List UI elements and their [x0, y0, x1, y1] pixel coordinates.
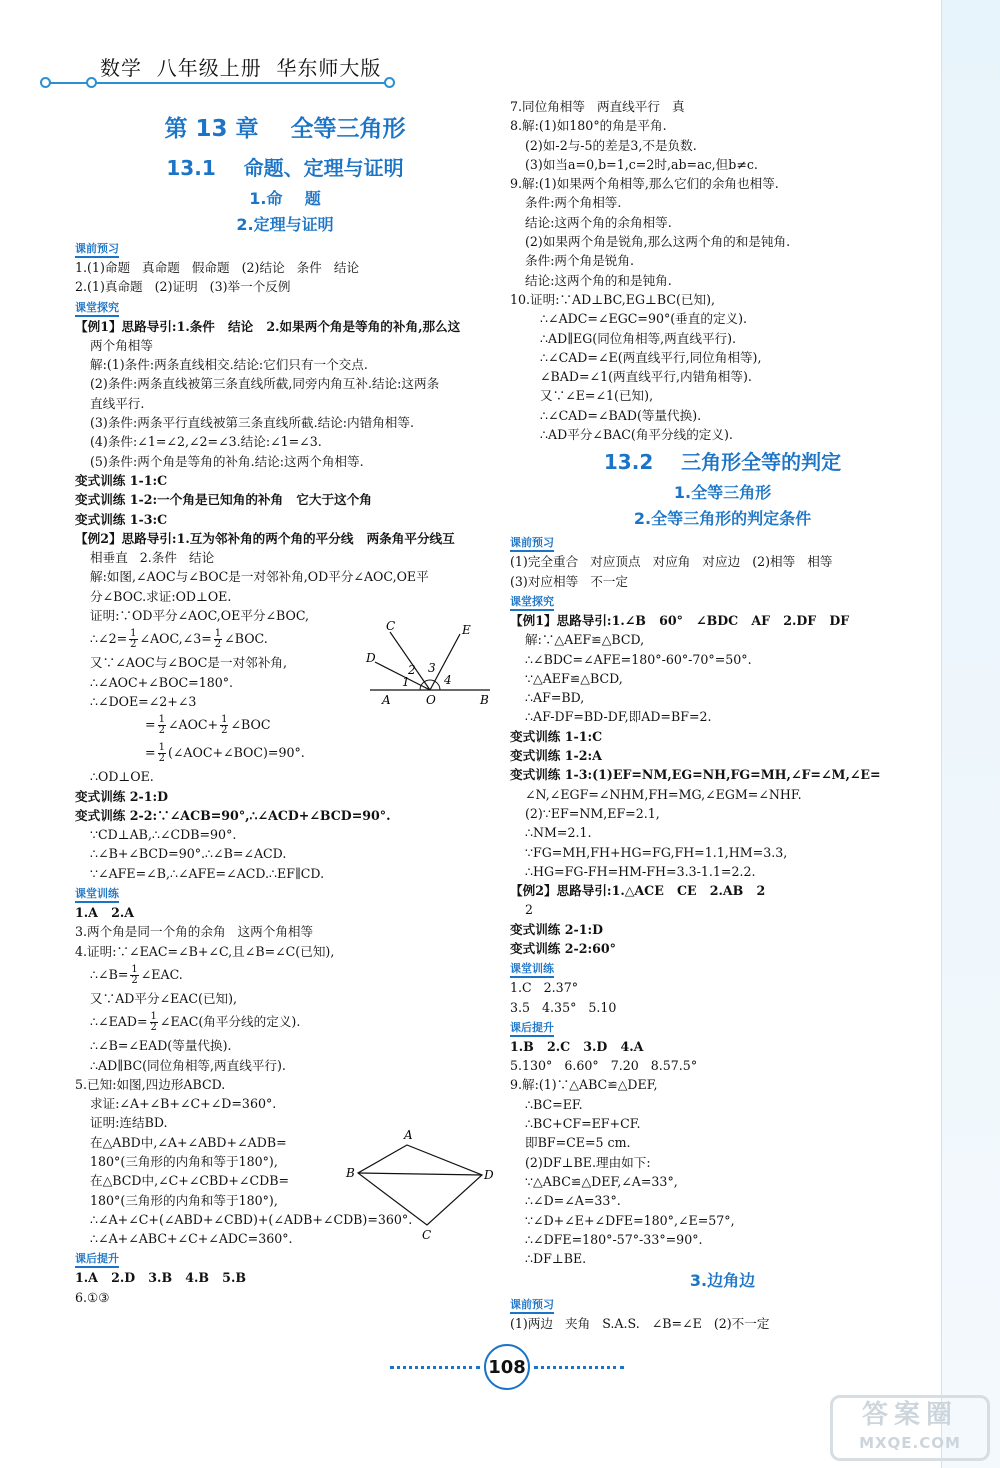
variant-line: [75, 806, 495, 825]
answer-line: 在△BCD中,∠C+∠CBD+∠CDB=: [90, 1173, 290, 1189]
variant-line: 变式训练 2-1:D: [510, 921, 604, 937]
angle-4: 4: [444, 673, 452, 687]
answer-line: [75, 961, 495, 989]
label-B: B: [346, 1166, 355, 1180]
answer-line: (2)∵EF=NM,EF=2.1,: [525, 805, 660, 821]
variant-line: 变式训练 1-3:C: [75, 511, 168, 527]
label-C: C: [422, 1228, 432, 1242]
text-part: ∴∠EAD=: [90, 1014, 148, 1030]
answer-line: (4)条件:∠1=∠2,∠2=∠3.结论:∠1=∠3.: [90, 434, 322, 450]
section-tag: 课前预习: [510, 536, 554, 552]
subsection-title: 1.全等三角形: [673, 483, 772, 503]
answer-line: (3)对应相等 不一定: [510, 573, 629, 589]
header-rule: [50, 82, 390, 84]
answer-line: ∵△AEF≌△BCD,: [525, 670, 623, 686]
answer-line: ∵∠D+∠E+∠DFE=180°,∠E=57°,: [525, 1212, 735, 1228]
text-part: ∠EAC.: [140, 966, 183, 982]
text-part: ∠AOC,∠3=: [139, 631, 212, 647]
answer-line: 1.(1)命题 真命题 假命题 (2)结论 条件 结论: [75, 260, 360, 275]
answer-line: 相垂直 2.条件 结论: [90, 550, 215, 566]
text-part: 变式训练 2-2:∵∠ACB=90°,∴∠ACD+∠BCD=90°.: [75, 807, 391, 823]
answer-line: 结论:这两个角的和是钝角.: [525, 272, 672, 288]
answer-line: (2)条件:两条直线被第三条直线所截,同旁内角互补.结论:这两条: [90, 376, 440, 392]
text-part: ∠BOC: [230, 717, 271, 733]
text-part: ∴∠2=: [90, 631, 128, 647]
subsection-title: 2.全等三角形的判定条件: [633, 509, 812, 529]
answer-line: 解:如图,∠AOC与∠BOC是一对邻补角,OD平分∠AOC,OE平: [90, 569, 429, 585]
answer-line: ∴∠AOC+∠BOC=180°.: [90, 674, 234, 690]
answer-line: 3.两个角是同一个角的余角 这两个角相等: [75, 924, 314, 940]
label-A: A: [382, 693, 391, 707]
answer-line: 9.解:(1)∵△ABC≌△DEF,: [510, 1077, 658, 1093]
answer-line: (3)条件:两条平行直线被第三条直线所截.结论:内错角相等.: [90, 415, 414, 431]
answer-line: [75, 739, 495, 767]
answer-line: 求证:∠A+∠B+∠C+∠D=360°.: [90, 1096, 277, 1112]
answer-line: 180°(三角形的内角和等于180°),: [90, 1192, 278, 1208]
variant-line: 变式训练 1-2:A: [510, 748, 602, 764]
example-heading: 【例1】思路导引:1.∠B 60° ∠BDC AF 2.DF DF: [510, 612, 850, 628]
book-title: 数学 八年级上册 华东师大版: [100, 56, 382, 80]
watermark-logo: [830, 1395, 990, 1461]
example-heading: 【例1】思路导引:1.条件 结论 2.如果两个角是等角的补角,那么这: [75, 318, 461, 334]
label-A: A: [404, 1128, 413, 1142]
example-heading: 【例2】思路导引:1.互为邻补角的两个角的平分线 两条角平分线互: [75, 530, 455, 546]
answer-line: ∴AD平分∠BAC(角平分线的定义).: [540, 427, 733, 443]
text-part: ∠AOC+: [167, 717, 219, 733]
answer-line: ∴AD∥BC(同位角相等,两直线平行).: [90, 1057, 286, 1073]
answer-line: 2.(1)真命题 (2)证明 (3)举一个反例: [75, 279, 291, 295]
answer-line: ∴BC+CF=EF+CF.: [525, 1116, 641, 1132]
section-tag: 课堂训练: [510, 962, 554, 978]
header-dot-right: [384, 77, 395, 88]
answer-line: ∴∠DOE=∠2+∠3: [90, 693, 197, 709]
subsection-title: 2.定理与证明: [236, 215, 334, 234]
answer-line: (2)如果两个角是锐角,那么这两个角的和是钝角.: [525, 234, 791, 250]
answer-line: ∵FG=MH,FH+HG=FG,FH=1.1,HM=3.3,: [525, 844, 788, 860]
text-part: ∠EAC(角平分线的定义).: [159, 1014, 301, 1030]
answer-line: ∴∠DFE=180°-57°-33°=90°.: [525, 1231, 703, 1247]
page-side-strip: [941, 0, 1000, 1468]
answer-line: 即BF=CE=5 cm.: [525, 1135, 631, 1151]
answer-line: (2)如-2与-5的差是3,不是负数.: [525, 137, 697, 153]
answer-line: 证明:∵OD平分∠AOC,OE平分∠BOC,: [90, 608, 310, 624]
angle-2: 2: [408, 663, 416, 677]
answer-line: 3.5 4.35° 5.10: [510, 999, 617, 1015]
variant-line: 变式训练 1-1:C: [75, 472, 168, 488]
page-number-dots-right: [534, 1366, 624, 1369]
answer-line: (3)如当a=0,b=1,c=2时,ab=ac,但b≠c.: [525, 156, 758, 172]
answer-line: 解:∵△AEF≌△BCD,: [525, 632, 645, 648]
answer-line: ∴DF⊥BE.: [525, 1251, 587, 1267]
answer-line: 1.B 2.C 3.D 4.A: [510, 1038, 644, 1054]
answer-line: ∠BAD=∠1(两直线平行,内错角相等).: [540, 369, 752, 385]
quadrilateral-figure: [340, 1125, 500, 1245]
subsection-title: 1.命 题: [249, 189, 321, 208]
answer-line: 8.解:(1)如180°的角是平角.: [510, 118, 667, 134]
answer-line: ∴∠BDC=∠AFE=180°-60°-70°=50°.: [525, 651, 752, 667]
label-C: C: [386, 620, 396, 633]
answer-line: 分∠BOC.求证:OD⊥OE.: [90, 588, 232, 604]
label-D: D: [366, 651, 376, 665]
answer-line: (1)完全重合 对应顶点 对应角 对应边 (2)相等 相等: [510, 554, 833, 570]
answer-line: ∴∠ADC=∠EGC=90°(垂直的定义).: [540, 311, 748, 327]
fraction: $\frac{1}{2}$: [150, 1011, 157, 1034]
text-part: =: [145, 717, 156, 733]
answer-line: ∴∠A+∠C+(∠ABD+∠CBD)+(∠ADB+∠CDB)=360°.: [90, 1211, 413, 1227]
label-E: E: [462, 623, 471, 637]
answer-line: ∴∠D=∠A=33°.: [525, 1193, 621, 1209]
label-D: D: [484, 1168, 494, 1182]
fraction: $\frac{1}{2}$: [221, 714, 228, 737]
answer-line: ∴∠CAD=∠BAD(等量代换).: [540, 407, 702, 423]
fraction: $\frac{1}{2}$: [131, 963, 138, 986]
answer-line: ∵∠AFE=∠B,∴∠AFE=∠ACD.∴EF∥CD.: [90, 865, 325, 881]
page-number: 108: [484, 1344, 530, 1390]
answer-line: (5)条件:两个角是等角的补角.结论:这两个角相等.: [90, 453, 364, 469]
section-tag: 课堂探究: [75, 301, 119, 317]
header-dot-left: [40, 77, 51, 88]
answer-line: 1.A 2.D 3.B 4.B 5.B: [75, 1270, 246, 1286]
answer-line: 条件:两个角相等.: [525, 195, 622, 211]
answer-line: 证明:连结BD.: [90, 1115, 168, 1131]
answer-line: 在△ABD中,∠A+∠ABD+∠ADB=: [90, 1134, 287, 1150]
answer-line: 10.证明:∵AD⊥BC,EG⊥BC(已知),: [510, 291, 716, 307]
fraction: $\frac{1}{2}$: [158, 742, 165, 765]
answer-line: ∴OD⊥OE.: [90, 769, 154, 785]
answer-line: ∴∠B=∠EAD(等量代换).: [90, 1038, 232, 1054]
answer-line: 解:(1)条件:两条直线相交.结论:它们只有一个交点.: [90, 357, 368, 373]
answer-line: ∴AD∥EG(同位角相等,两直线平行).: [540, 330, 737, 346]
answer-line: 5.130° 6.60° 7.20 8.57.5°: [510, 1058, 698, 1074]
answer-line: [75, 1008, 495, 1036]
fraction: $\frac{1}{2}$: [130, 628, 137, 651]
section-tag: 课前预习: [75, 242, 119, 258]
answer-line: [75, 711, 495, 739]
section-tag: 课后提升: [510, 1021, 554, 1037]
section-title: 13.1 命题、定理与证明: [166, 156, 404, 180]
answer-line: ∴∠B+∠BCD=90°.∴∠B=∠ACD.: [90, 846, 287, 862]
variant-line: 变式训练 1-2:一个角是已知角的补角 它大于这个角: [75, 492, 372, 508]
answer-line: (2)DF⊥BE.理由如下:: [525, 1154, 651, 1170]
answer-line: 5.已知:如图,四边形ABCD.: [75, 1076, 226, 1092]
answer-line: 又∵∠AOC与∠BOC是一对邻补角,: [90, 655, 287, 671]
section-tag: 课后提升: [75, 1252, 119, 1268]
section-tag: 课堂探究: [510, 595, 554, 611]
text-part: ∠BOC.: [224, 631, 268, 647]
watermark-url: MXQE.COM: [859, 1434, 961, 1452]
answer-line: ∠N,∠EGF=∠NHM,FH=MG,∠EGM=∠NHF.: [525, 786, 802, 802]
answer-line: 又∵∠E=∠1(已知),: [540, 388, 654, 404]
answer-line: ∴∠CAD=∠E(两直线平行,同位角相等),: [540, 349, 762, 365]
text-part: =: [145, 745, 156, 761]
answer-line: ∴NM=2.1.: [525, 825, 592, 841]
answer-line: ∴BC=EF.: [525, 1096, 583, 1112]
answer-line: 2: [525, 902, 534, 918]
answer-line: ∴∠A+∠ABC+∠C+∠ADC=360°.: [90, 1231, 293, 1247]
answer-line: ∴HG=FG-FH=HM-FH=3.3-1.1=2.2.: [525, 863, 756, 879]
section-tag: 课前预习: [510, 1298, 554, 1314]
label-O: O: [426, 693, 436, 707]
watermark-text: 答案圈: [861, 1400, 958, 1430]
answer-line: 7.同位角相等 两直线平行 真: [510, 99, 685, 114]
variant-line: 变式训练 1-3:(1)EF=NM,EG=NH,FG=MH,∠F=∠M,∠E=: [510, 767, 881, 783]
answer-line: 4.证明:∵∠EAC=∠B+∠C,且∠B=∠C(已知),: [75, 943, 335, 959]
answer-line: 两个角相等: [90, 337, 153, 353]
right-column: [510, 97, 935, 1334]
answer-line: 1.A 2.A: [75, 905, 134, 921]
section-title: 13.2 三角形全等的判定: [603, 450, 842, 475]
answer-line: ∵CD⊥AB,∴∠CDB=90°.: [90, 827, 237, 843]
answer-line: 又∵AD平分∠EAC(已知),: [90, 990, 238, 1006]
example-heading: 【例2】思路导引:1.△ACE CE 2.AB 2: [510, 883, 766, 899]
answer-line: 直线平行.: [90, 395, 145, 411]
variant-line: 变式训练 1-1:C: [510, 728, 603, 744]
section-tag: 课堂训练: [75, 887, 119, 903]
angle-3: 3: [428, 661, 436, 675]
fraction: $\frac{1}{2}$: [158, 714, 165, 737]
answer-line: 6.①③: [75, 1289, 110, 1305]
answer-line: ∵△ABC≌△DEF,∠A=33°,: [525, 1173, 678, 1189]
answer-line: 条件:两个角是锐角.: [525, 253, 634, 269]
label-B: B: [480, 693, 489, 707]
answer-line: 180°(三角形的内角和等于180°),: [90, 1153, 278, 1169]
text-part: (∠AOC+∠BOC)=90°.: [167, 745, 305, 761]
answer-line: 结论:这两个角的余角相等.: [525, 214, 672, 230]
subsection-title: 3.边角边: [689, 1271, 756, 1291]
chapter-title: 第 13 章 全等三角形: [164, 116, 406, 142]
variant-line: 变式训练 2-2:60°: [510, 940, 616, 956]
angle-1: 1: [402, 675, 410, 689]
answer-line: 9.解:(1)如果两个角相等,那么它们的余角也相等.: [510, 176, 779, 192]
answer-line: ∴AF-DF=BD-DF,即AD=BF=2.: [525, 709, 712, 725]
angle-bisector-figure: [360, 620, 495, 710]
header-dot-mid: [86, 77, 97, 88]
answer-line: ∴AF=BD,: [525, 690, 585, 706]
answer-line: (1)两边 夹角 S.A.S. ∠B=∠E (2)不一定: [510, 1316, 770, 1332]
fraction: $\frac{1}{2}$: [214, 628, 222, 651]
variant-line: 变式训练 2-1:D: [75, 788, 169, 804]
page-number-dots-left: [390, 1366, 480, 1369]
answer-line: 1.C 2.37°: [510, 980, 578, 996]
text-part: ∴∠B=: [90, 966, 129, 982]
